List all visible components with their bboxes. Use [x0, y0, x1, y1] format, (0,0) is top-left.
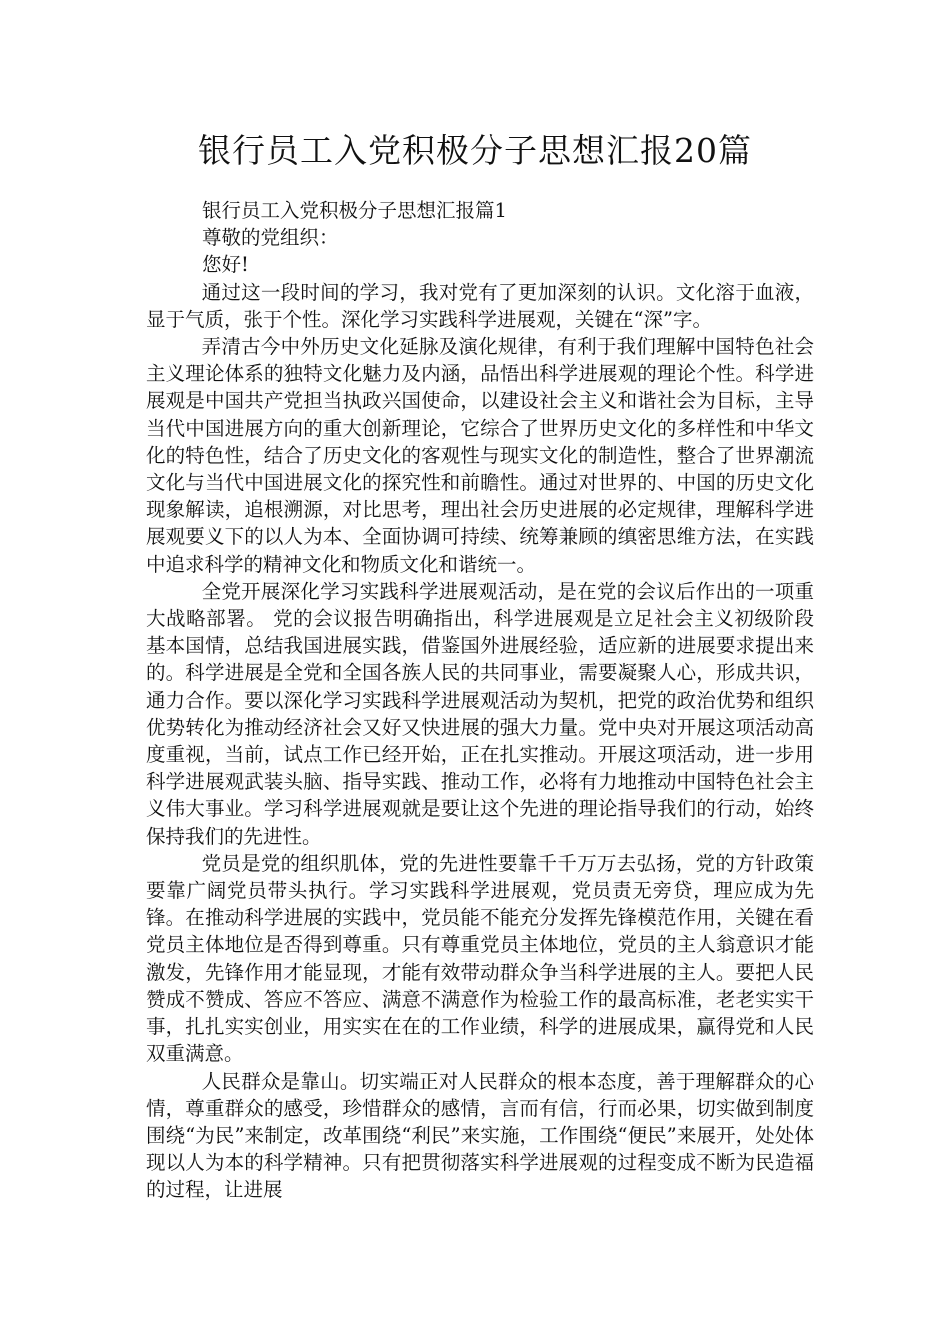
paragraph: 全党开展深化学习实践科学进展观活动，是在党的会议后作出的一项重大战略部署。 党的会议报告明确指出，科学进展观是立足社会主义初级阶段基本国情，总结我国进展实践，借鉴国外进展经验，适应新的进展要求提出来的。科学进展是全党和全国各族人民的共同事业，需要凝聚人心，形成共识，通力合作。要以深化学习实践科学进展观活动为契机，把党的政治优势和组织优势转化为推动经济社会又好又快进展的强大力量。党中央对开展这项活动高度重视，当前，试点工作已经开始，正在扎实推动。开展这项活动，进一步用科学进展观武装头脑、指导实践、推动工作，必将有力地推动中国特色社会主义伟大事业。学习科学进展观就是要让这个先进的理论指导我们的行动，始终保持我们的先进性。 [146, 579, 814, 848]
salutation: 尊敬的党组织： [202, 226, 339, 250]
paragraph: 通过这一段时间的学习，我对党有了更加深刻的认识。文化溶于血液，显于气质，张于个性。深化学习实践科学进展观，关键在“深”字。 [146, 280, 814, 331]
paragraph: 人民群众是靠山。切实端正对人民群众的根本态度，善于理解群众的心情，尊重群众的感受，珍惜群众的感情，言而有信，行而必果，切实做到制度围绕“为民”来制定，改革围绕“利民”来实施，工作围绕“便民”来展开，处处体现以人为本的科学精神。只有把贯彻落实科学进展观的过程变成不断为民造福的过程，让进展 [146, 1069, 814, 1202]
section-heading: 银行员工入党积极分子思想汇报篇1 [202, 199, 507, 222]
document-title: 银行员工入党积极分子思想汇报20篇 [198, 131, 752, 170]
paragraph: 弄清古今中外历史文化延脉及演化规律，有利于我们理解中国特色社会主义理论体系的独特文化魅力及内涵，品悟出科学进展观的理论个性。科学进展观是中国共产党担当执政兴国使命，以建设社会主义和谐社会为目标，主导当代中国进展方向的重大创新理论，它综合了世界历史文化的多样性和中华文化的特色性，结合了历史文化的客观性与现实文化的制造性，整合了世界潮流文化与当代中国进展文化的探究性和前瞻性。通过对世界的、中国的历史文化现象解读，追根溯源，对比思考，理出社会历史进展的必定规律，理解科学进展观要义下的以人为本、全面协调可持续、统筹兼顾的缜密思维方法，在实践中追求科学的精神文化和物质文化和谐统一。 [146, 335, 814, 576]
paragraph: 党员是党的组织肌体，党的先进性要靠千千万万去弘扬，党的方针政策要靠广阔党员带头执行。学习实践科学进展观，党员责无旁贷，理应成为先锋。在推动科学进展的实践中，党员能不能充分发挥先锋模范作用，关键在看党员主体地位是否得到尊重。只有尊重党员主体地位，党员的主人翁意识才能激发，先锋作用才能显现，才能有效带动群众争当科学进展的主人。要把人民赞成不赞成、答应不答应、满意不满意作为检验工作的最高标准，老老实实干事，扎扎实实创业，用实实在在的工作业绩，科学的进展成果，赢得党和人民双重满意。 [146, 851, 814, 1066]
greeting: 您好! [202, 253, 249, 277]
document-body [146, 197, 814, 1204]
